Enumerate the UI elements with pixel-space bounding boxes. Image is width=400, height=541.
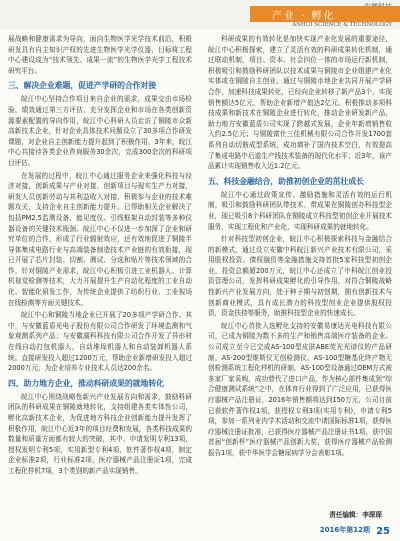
section-4-continued-paragraph: 科研成果的有效转化是加快实现产业化发展的重要途径，皖江中心积极探索，建立了灵活有效的科研成果转化机制，通过联动机制，项目、资本、社会四位一体的市场运行新机制，积极吸引和鼓励科研团队以技术成果与铜陵市企业组建产业化实体或在铜陵自主创业。通过与铜陵市地企业共同开展产学研合作，加速科技成果转化，已经向企业转移了新产品3个，实现销售额达5亿元，帮助企业新增产值达2亿元。积极推动多项科技成果和新技术在铜陵企业进行转化，推动企业研发新产品，助力地方安徽蓝盾公司实现了跨越式发展，企业年新增销售收入约2.5亿元；与铜陵富仕三佳机械有限公司合作开发1700套系列自动切筋成型系统，成功填补了国内技术空白，有效提高了集成电路中后道生产线技术装备的现代化水平；近3年，该产品累计实现销售收入近1.2亿元。 [208,35,392,171]
section-4-paragraph: 皖江中心围绕战略性新兴产业发展方向和需求，鼓励科研团队的科研成果在铜陵就地转化，支持组建各类实体性公司，孵化高新技术企业，为促进地方科技企业创新能力提升发挥了积极作用，皖江中心近3年的项目经费和发展，各类科技成果的数量和质量方面都有较大的突破，其中，申请发明专利13项，授权发明专利5项，实用新型专利4项，软件著作权4项，制定企业标准2项，行业标准2项，医疗器械产品注册证1项，完成工程化样机7项，3个类别的新产品实现销售。 [8,392,192,475]
page-footer [0,523,400,541]
section-4-heading: 四、助力地方企业，推动科研成果的就地转化 [8,378,164,388]
section-3-paragraph: 皖江中心坚持合作项目来自企业的需求，成果交由市场检验，绩效通过第三方评估，充分发挥企业和市场在各类创新资源要素配置的导向作用，皖江中心科研人员走访了铜陵市众新高新技术企业，针对企业具体技术问题设立了30多项合作研发课题，对企业自主创新能力提升起到了积极作用，3年来，皖江中心共接待各类企业咨询服务30余次，完成300余次的科研项目评估。 [8,95,192,167]
section-3-paragraph: 在发展的过程中，皖江中心通过服务企业来强化科技与经济对接，创新成果与产业对接，创新项目与现实生产力对接，研发人员创新劳动与其利益收入对接，积极参与企业的技术难题攻关，支持企业自主创新能力提升。已帮助相关企业解决了包括PM2.5监测设备、能见度仪、引线框架自动封装等多种仪器设备的关键技术瓶颈。皖江中心不仅进一步加深了企业和研究单位的合作，形成了行业辐射效应，还有效地促进了铜陵半导体集成电路行业与高端装备制造技术产业链的有效衔接，现已开展了芯片封装、切割、测试、分选和贴片等技术领域的合作，针对铜陵产业需求，皖江中心积极引进工业机器人、计算机视觉检测等技术，大力开展提升生产自动化程度的工业自动化、智能化研发工作，为传统企业提供了纺织行业、工业视场在线检测等方面关键技术。 [8,171,192,307]
issue-label: 2016年第12期 [319,526,370,534]
section-5-paragraph: 皖江中心通过政策宣传、激励措施和灵活有效的运行机制，吸引和鼓励科研团队带技术、带成果在铜陵创办科技型企业，现已吸引8个科研团队在铜陵成立科技型初创企业开展技术服务，实现工程化和产业化，实现科研成果的就地转化。 [208,190,392,231]
editor-credit: 责任编辑：李琛琛 [329,511,382,519]
section-kicker: 产业 · 孵化 [250,6,400,22]
section-5-heading: 五、科技金融结合，助推初创企业的茁壮成长 [208,176,364,186]
left-column [8,34,192,479]
intro-paragraph: 展战略和健康需求为导向，面向生物医学光学技术前沿，积极研发具有自主知识产权的先进生物医学光学仪器，目标将工程中心建设成为“技术领先、成果一流”的生物医学光学工程技术研究平台。 [8,35,192,75]
section-3-heading: 三、解决企业难题，促进产学研的合作对接 [8,81,157,91]
section-5-paragraph: 针对科技型初创企业，皖江中心积极探索科技与金融结合的新模式，通过设立安徽中科皖江新兴产业技术有限公司，采用股权投资、债权融资等金融措施支持首批5家科技型初创企业，投资总额超200万元，皖江中心还成立了中科皖江创业投资管理公司，发挥科研成果孵化的引导作用，对符合铜陵战略性新兴产业发展方向，处于种子期与初创期，拥有创新技术与创新商业模式，具有成长潜力的科技型创业企业提供股权投资，资金扶持等服务，助推科技型企业的快速成长。 [208,235,392,318]
magazine-english-name: ANHUI SCIENCE & TECHNOLOGY [292,22,392,28]
section-3-paragraph: 皖江中心和铜陵当地企业已开展了20多项产学研合作。其中，与安徽蓝盾光电子股份有限公司合作研发了环境监测和气象观测系列产品；与安徽湖科科技有限公司合作开发了异形材在线自动打包机器人，自动堆垛机器人和自动装卸机器人系统。直接研发投入超过1200万元，帮助企业新增研发投入超过2000万元，为企业培养专业技术人员达200余名。 [8,311,192,373]
section-5-paragraph: 皖江中心首批入选孵化支持的安徽易康达光电科技有限公司，已成为铜陵为数不多的生产和销售高端医疗装备的企业。公司成立至今已完成AS-100型皮肤ABE荧光光谱仪的产品研制，AS-200型维斯仪无创检测仪、AS-100型糖基化终产物无创检测系统工程化样机的研制，AS-100型设备通过OEM方式被多家厂家采购，成功替代了进口产品，作为核心部件集成到“综合健康测试系统”之中，在体育行业得到了广泛应用，已获得医疗器械产品注册证，2016年销售额将达到150万元，公司目前已获软件著作权1项，获授权专利3项(实用专利)，申请专利5项，参加一系列业内学术活动和交流中请国际标准1项，获得医疗器械注册证批准，已获得医疗器械产品注册证书1项，获中国首届“创新杯”医疗器械产品创新大奖，获得医疗器械产品检测报告1项，获中华医学会糖尿病学分会表彰1项。 [208,321,392,457]
page-number: 25 [376,526,390,537]
right-column [208,34,392,461]
